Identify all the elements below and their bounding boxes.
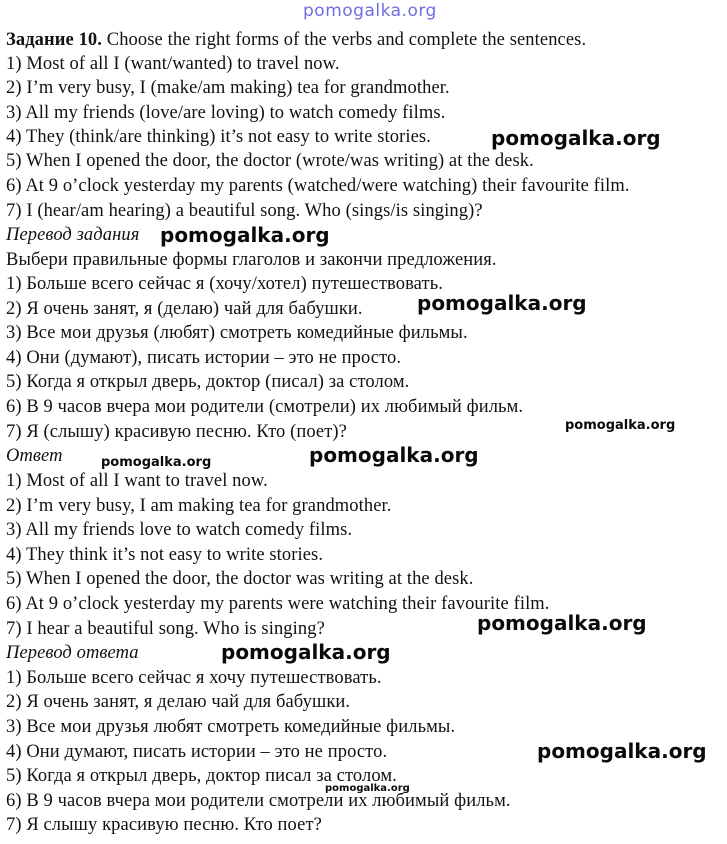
watermark: pomogalka.org xyxy=(537,739,707,763)
task-translation-item-3: 3) Все мои друзья (любят) смотреть комедийные фильмы. xyxy=(6,323,468,343)
answer-item-1: 1) Most of all I want to travel now. xyxy=(6,471,268,491)
answer-translation-item-7: 7) Я слышу красивую песню. Кто поет? xyxy=(6,815,322,835)
answer-translation-item-3: 3) Все мои друзья любят смотреть комедийные фильмы. xyxy=(6,717,456,737)
answer-item-2: 2) I’m very busy, I am making tea for grandmother. xyxy=(6,496,392,516)
task-translation-item-2: 2) Я очень занят, я (делаю) чай для бабушки. xyxy=(6,299,363,319)
answer-item-4: 4) They think it’s not easy to write stories. xyxy=(6,545,324,565)
task-title: Задание 10. xyxy=(6,30,103,50)
answer-translation-item-6: 6) В 9 часов вчера мои родители смотрели их любимый фильм. xyxy=(6,791,511,811)
task-item-4: 4) They (think/are thinking) it’s not easy to write stories. xyxy=(6,127,431,147)
watermark: pomogalka.org xyxy=(325,783,410,794)
task-header-line xyxy=(6,28,586,52)
answer-item-6: 6) At 9 o’clock yesterday my parents were watching their favourite film. xyxy=(6,594,550,614)
task-translation-item-7: 7) Я (слышу) красивую песню. Кто (поет)? xyxy=(6,422,347,442)
task-item-6: 6) At 9 o’clock yesterday my parents (watched/were watching) their favourite film. xyxy=(6,176,630,196)
answer-item-3: 3) All my friends love to watch comedy films. xyxy=(6,520,353,540)
task-translation-instruction: Выбери правильные формы глаголов и закончи предложения. xyxy=(6,250,497,270)
watermark: pomogalka.org xyxy=(417,291,587,315)
task-item-2: 2) I’m very busy, I (make/am making) tea for grandmother. xyxy=(6,78,450,98)
task-item-1: 1) Most of all I (want/wanted) to travel now. xyxy=(6,54,340,74)
answer-translation-item-1: 1) Больше всего сейчас я хочу путешествовать. xyxy=(6,668,382,688)
answer-translation-item-2: 2) Я очень занят, я делаю чай для бабушки. xyxy=(6,692,351,712)
answer-item-7: 7) I hear a beautiful song. Who is singing? xyxy=(6,619,325,639)
task-translation-heading: Перевод задания xyxy=(6,225,140,245)
watermark: pomogalka.org xyxy=(309,443,479,467)
task-item-5: 5) When I opened the door, the doctor (wrote/was writing) at the desk. xyxy=(6,151,534,171)
task-translation-item-4: 4) Они (думают), писать истории – это не просто. xyxy=(6,348,402,368)
answer-translation-item-5: 5) Когда я открыл дверь, доктор писал за столом. xyxy=(6,766,397,786)
task-instruction: Choose the right forms of the verbs and complete the sentences. xyxy=(106,30,587,50)
task-translation-item-1: 1) Больше всего сейчас я (хочу/хотел) путешествовать. xyxy=(6,274,443,294)
answer-translation-item-4: 4) Они думают, писать истории – это не просто. xyxy=(6,742,388,762)
watermark: pomogalka.org xyxy=(221,640,391,664)
task-translation-item-6: 6) В 9 часов вчера мои родители (смотрели) их любимый фильм. xyxy=(6,397,524,417)
task-item-3: 3) All my friends (love/are loving) to watch comedy films. xyxy=(6,103,446,123)
watermark: pomogalka.org xyxy=(477,611,647,635)
task-item-7: 7) I (hear/am hearing) a beautiful song. Who (sings/is singing)? xyxy=(6,201,483,221)
watermark: pomogalka.org xyxy=(565,418,676,433)
answer-translation-heading: Перевод ответа xyxy=(6,643,139,663)
task-translation-item-5: 5) Когда я открыл дверь, доктор (писал) за столом. xyxy=(6,372,410,392)
watermark: pomogalka.org xyxy=(101,455,212,470)
watermark: pomogalka.org xyxy=(160,223,330,247)
watermark-top: pomogalka.org xyxy=(303,1,437,21)
answer-heading: Ответ xyxy=(6,446,63,466)
answer-item-5: 5) When I opened the door, the doctor was writing at the desk. xyxy=(6,569,474,589)
watermark: pomogalka.org xyxy=(491,126,661,150)
